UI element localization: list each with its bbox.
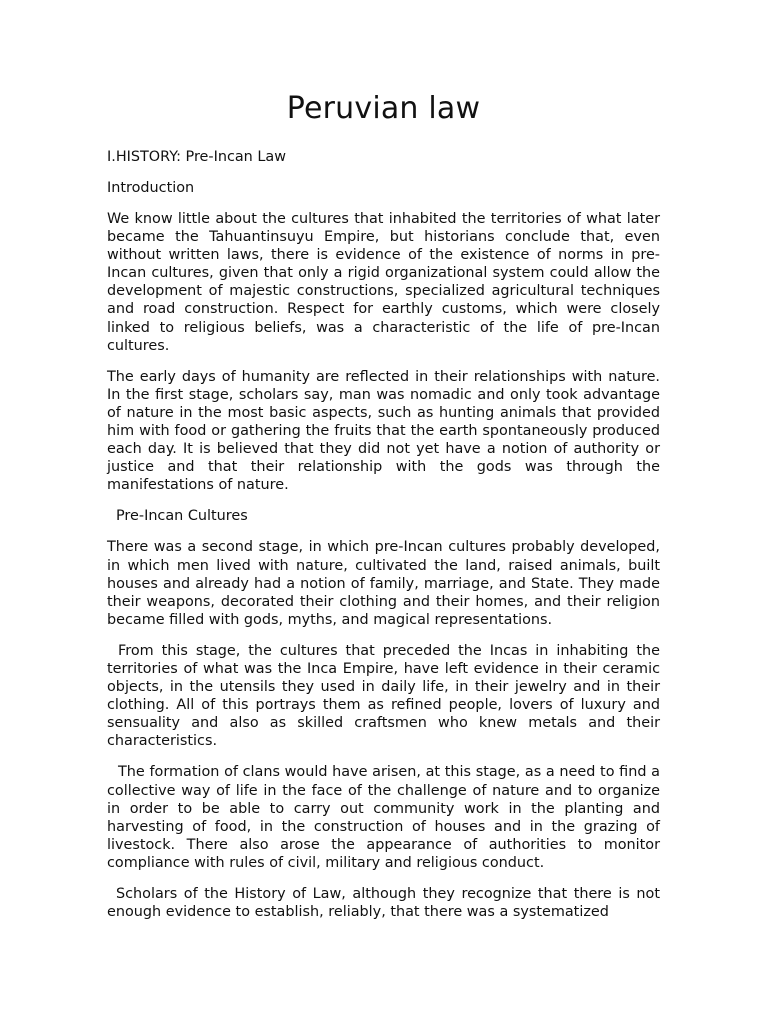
- paragraph-1: We know little about the cultures that inhabited the territories of what later became the Tahuantinsuyu Empire, but historians conclude that, even without written laws, there is evidence of the existence of norms in pre-Incan cultures, given that only a rigid organizational system could allow the development of majestic constructions, specialized agricultural techniques and road construction. Respect for earthly customs, which were closely linked to religious beliefs, was a characteristic of the life of pre-Incan cultures.: [107, 211, 660, 354]
- subheading-introduction: Introduction: [107, 180, 195, 196]
- paragraph-2: The early days of humanity are reflected in their relationships with nature. In the first stage, scholars say, man was nomadic and only took advantage of nature in the most basic aspects, such as hunting animals that provided him with food or gathering the fruits that the earth spontaneously produced each day. It is believed that they did not yet have a notion of authority or justice and that their relationship with the gods was through the manifestations of nature.: [107, 368, 660, 494]
- paragraph-6: Scholars of the History of Law, although they recognize that there is not enough evidence to establish, reliably, that there was a systematized: [107, 886, 660, 921]
- paragraph-3: There was a second stage, in which pre-Incan cultures probably developed, in which men lived with nature, cultivated the land, raised animals, built houses and already had a notion of family, marriage, and State. They made their weapons, decorated their clothing and their homes, and their religion became filled with gods, myths, and magical representations.: [107, 539, 660, 628]
- section-heading: I.HISTORY: Pre-Incan Law: [107, 149, 286, 165]
- paragraph-4: From this stage, the cultures that preceded the Incas in inhabiting the territories of what was the Inca Empire, have left evidence in their ceramic objects, in the utensils they used in daily life, in their jewelry and in their clothing. All of this portrays them as refined people, lovers of luxury and sensuality and also as skilled craftsmen who knew metals and their characteristics.: [107, 642, 660, 750]
- document-page: [107, 88, 660, 934]
- subheading-pre-incan-cultures: Pre-Incan Cultures: [116, 508, 248, 525]
- paragraph-5: The formation of clans would have arisen, at this stage, as a need to find a collective way of life in the face of the challenge of nature and to organize in order to be able to carry out community work in the planting and harvesting of food, in the construction of houses and in the grazing of livestock. There also arose the appearance of authorities to monitor compliance with rules of civil, military and religious conduct.: [107, 764, 660, 871]
- document-title: Peruvian law: [286, 91, 481, 126]
